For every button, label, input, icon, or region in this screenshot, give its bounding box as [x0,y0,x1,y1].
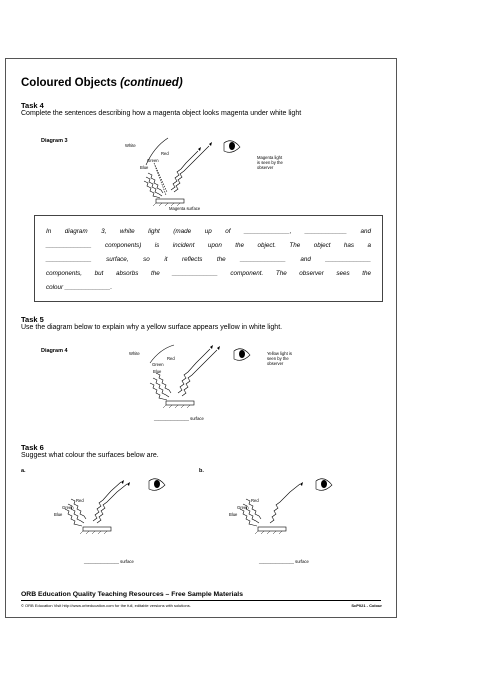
worksheet-page [5,58,397,618]
da-surface-label: _______________ surface [84,559,134,564]
page-title: Coloured Objects (continued) [21,77,183,89]
d3-white-label: White [125,143,136,148]
diagram3-label: Diagram 3 [41,138,68,144]
task5-heading: Task 5 [21,315,44,324]
task5-instructions: Use the diagram below to explain why a yellow surface appears yellow in white light. [21,324,283,331]
d4-green-label: Green [152,362,164,367]
d4-white-label: White [129,351,140,356]
eye-icon [321,480,327,488]
surface-rect [166,401,194,405]
db-red-label: Red [251,498,259,503]
d4-red-label: Red [167,356,175,361]
footer-copyright: © ORB Education Visit http://www.orbeducation.com for the full, editable versions with solutions. [21,603,191,608]
da-blue-label: Blue [54,512,63,517]
task6-heading: Task 6 [21,443,44,452]
diagram-a-svg [61,479,181,549]
d3-green-label: Green [147,158,159,163]
box-line-1: In diagram 3, white light (made up of _____________, ____________ and [46,228,371,235]
da-green-label: Green [62,505,74,510]
d3-red-label: Red [161,151,169,156]
footer-divider [21,600,381,601]
green-ray [153,378,169,397]
box-line-4: components, but absorbs the _____________ component. The observer sees the [46,270,371,277]
box-line-5: colour _____________. [46,284,113,291]
eye-icon [229,142,235,150]
reflected-ray-2 [174,151,204,192]
diagram-b-svg [236,479,356,549]
task4-instructions: Complete the sentences describing how a magenta object looks magenta under white light [21,110,302,117]
d3-blue-label: Blue [140,165,149,170]
eye-icon [239,350,245,358]
d3-surface-label: Magenta surface [169,206,201,211]
task4-heading: Task 4 [21,101,44,110]
blue-ray [150,383,167,400]
da-red-label: Red [76,498,84,503]
d4-observer-label: Yellow light is seen by the observer [267,351,292,366]
task6-a-label: a. [21,468,26,474]
fill-in-box [34,215,383,302]
footer-heading: ORB Education Quality Teaching Resources – Free Sample Materials [21,591,243,598]
d4-surface-label: _______________ surface [154,416,204,421]
task6-b-label: b. [199,468,204,474]
magenta-surface-rect [156,199,184,203]
db-green-label: Green [237,505,249,510]
d3-observer-label: Magenta light is seen by the observer [257,155,283,170]
task6-instructions: Suggest what colour the surfaces below are. [21,452,159,459]
box-line-3: _____________ surface, so it reflects the _____________ and _____________ [46,256,371,263]
reflected-ray-1 [178,353,206,393]
diagram3-svg [116,135,306,215]
db-blue-label: Blue [229,512,238,517]
red-ray [156,373,171,393]
diagram4-label: Diagram 4 [41,348,68,354]
eye-icon [154,480,160,488]
box-line-2: _____________ components) is incident upon the object. The object has a [46,242,371,249]
db-surface-label: _______________ surface [259,559,309,564]
d4-blue-label: Blue [153,369,162,374]
footer-code: ScP021 - Colour [351,603,382,608]
reflected-ray-2 [182,355,212,396]
